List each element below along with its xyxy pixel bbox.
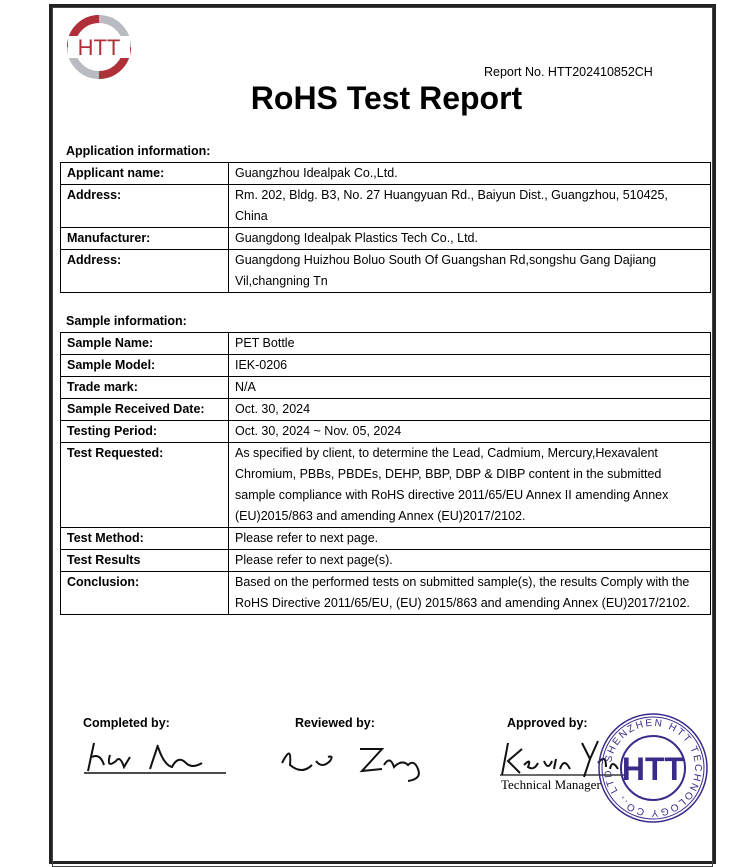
svg-text:HTT: HTT [77,35,121,60]
row-value: Rm. 202, Bldg. B3, No. 27 Huangyuan Rd., Baiyun Dist., Guangzhou, 510425, China [229,185,711,228]
reviewed-signature [272,735,442,785]
row-value: Guangdong Huizhou Boluo South Of Guangshan Rd,songshu Gang Dajiang Vil,changning Tn [229,250,711,293]
row-label: Applicant name: [61,163,229,185]
row-label: Test Results [61,550,229,572]
row-label: Conclusion: [61,572,229,615]
sample-heading: Sample information: [66,314,187,328]
table-row [61,355,711,377]
report-number: Report No. HTT202410852CH [484,65,653,79]
row-label: Test Method: [61,528,229,550]
svg-text:SHENZHEN HTT TECHNOLOGY CO., L: SHENZHEN HTT TECHNOLOGY CO., LTD [602,717,704,819]
table-row [61,528,711,550]
row-label: Testing Period: [61,421,229,443]
company-stamp [597,712,709,824]
row-label: Sample Name: [61,333,229,355]
row-label: Sample Received Date: [61,399,229,421]
htt-logo [66,14,132,80]
table-row [61,572,711,615]
table-row [61,421,711,443]
table-row [61,550,711,572]
row-value: PET Bottle [229,333,711,355]
row-label: Sample Model: [61,355,229,377]
svg-text:HTT: HTT [621,751,685,787]
row-value: As specified by client, to determine the Lead, Cadmium, Mercury,Hexavalent Chromium, PBBs, PBDEs, DEHP, BBP, DBP & DIBP content in the submitted sample compliance with RoHS directive 2011/65/EU Annex II amending Annex (EU)2015/863 and amending Annex (EU)2017/2102. [229,443,711,528]
table-row [61,250,711,293]
row-value: N/A [229,377,711,399]
completed-signature [80,735,230,780]
row-value: Guangzhou Idealpak Co.,Ltd. [229,163,711,185]
table-row [61,185,711,228]
row-label: Trade mark: [61,377,229,399]
table-row [61,399,711,421]
row-value: Please refer to next page(s). [229,550,711,572]
table-row [61,377,711,399]
row-value: Guangdong Idealpak Plastics Tech Co., Ltd. [229,228,711,250]
row-value: Oct. 30, 2024 [229,399,711,421]
application-table [60,162,711,293]
reviewed-by-label: Reviewed by: [295,716,375,730]
table-row [61,163,711,185]
page-title: RoHS Test Report [250,80,523,116]
completed-by-label: Completed by: [83,716,170,730]
sample-table [60,332,711,615]
application-heading: Application information: [66,144,211,158]
row-value: Based on the performed tests on submitted sample(s), the results Comply with the RoHS Directive 2011/65/EU, (EU) 2015/863 and amending Annex (EU)2017/2102. [229,572,711,615]
table-row [61,333,711,355]
row-label: Address: [61,250,229,293]
row-label: Address: [61,185,229,228]
table-row [61,228,711,250]
table-row [61,443,711,528]
row-label: Test Requested: [61,443,229,528]
approver-title: Technical Manager [501,777,601,792]
row-value: IEK-0206 [229,355,711,377]
row-label: Manufacturer: [61,228,229,250]
row-value: Oct. 30, 2024 ~ Nov. 05, 2024 [229,421,711,443]
approved-by-label: Approved by: [507,716,588,730]
row-value: Please refer to next page. [229,528,711,550]
